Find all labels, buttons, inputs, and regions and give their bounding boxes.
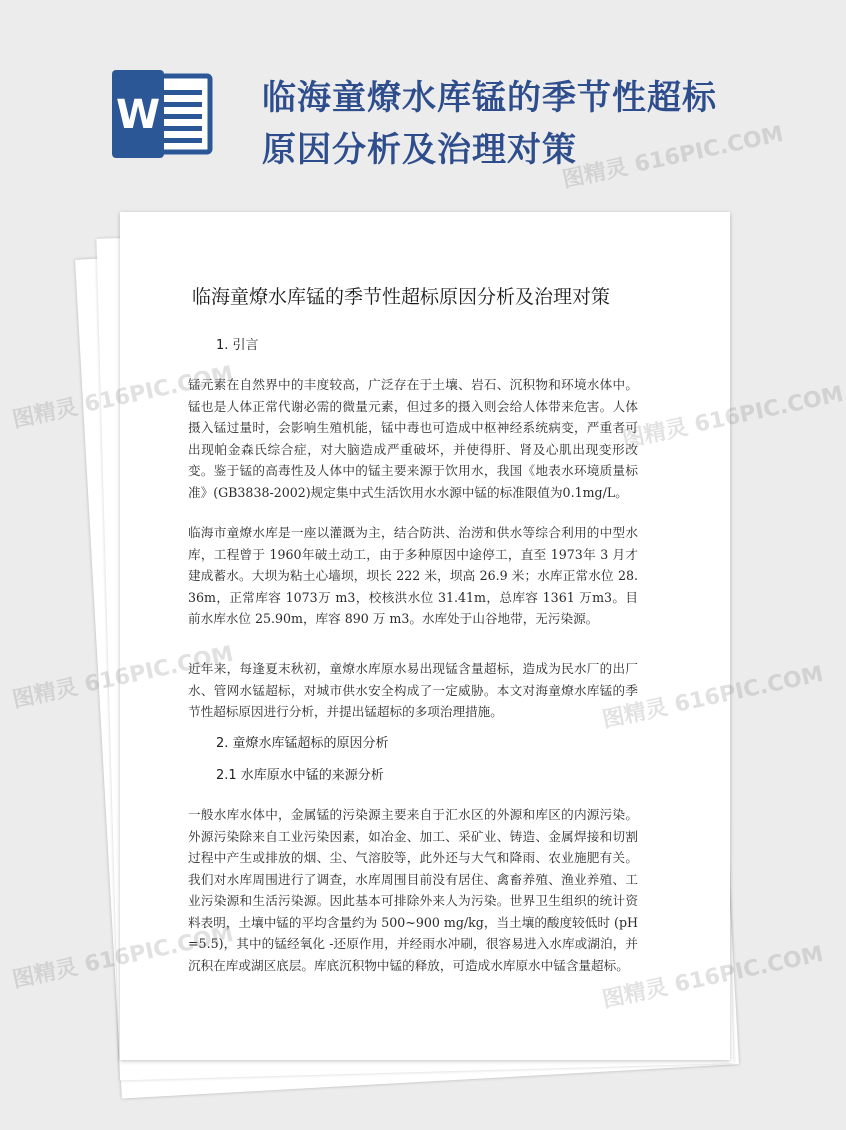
watermark: 图精灵 616PIC.COM bbox=[600, 941, 826, 1014]
watermark: 图精灵 616PIC.COM bbox=[10, 361, 236, 434]
document-title: 临海童燎水库锰的季节性超标原因分析及治理对策 bbox=[192, 286, 611, 308]
watermark: 图精灵 616PIC.COM bbox=[620, 381, 846, 454]
subsection-heading: 2.1 水库原水中锰的来源分析 bbox=[216, 768, 384, 783]
paragraph: 一般水库水体中，金属锰的污染源主要来自于汇水区的外源和库区的内源污染。外源污染除来自工业污染因素，如冶金、加工、采矿业、铸造、金属焊接和切割过程中产生或排放的烟、尘、气溶胶等，此外还与大气和降雨、农业施肥有关。我们对水库周围进行了调查，水库周围目前没有居住、禽畜养殖、渔业养殖、工业污染源和生活污染源。因此基本可排除外来人为污染。世界卫生组织的统计资料表明，土壤中锰的平均含量约为 500~900 mg/kg，当土壤的酸度较低时 (pH=5.5)，其中的锰经氧化 -还原作用，并经雨水冲刷，很容易进入水库或湖泊，并沉积在库或湖区底层。库底沉积物中锰的释放，可造成水库原水中锰含量超标。 bbox=[188, 807, 638, 973]
word-document-icon bbox=[112, 70, 218, 158]
header bbox=[0, 0, 800, 200]
watermark: 图精灵 616PIC.COM bbox=[10, 641, 236, 714]
paragraph: 锰元素在自然界中的丰度较高，广泛存在于土壤、岩石、沉积物和环境水体中。锰也是人体正常代谢必需的微量元素，但过多的摄入则会给人体带来危害。人体摄入锰过量时，会影响生殖机能，锰中毒也可造成中枢神经系统病变，严重者可出现帕金森氏综合症，对大脑造成严重破坏，并使得肝、肾及心肌出现变形改变。鉴于锰的高毒性及人体中的锰主要来源于饮用水，我国《地表水环境质量标准》(GB3838-2002)规定集中式生活饮用水水源中锰的标准限值为0.1mg/L。 bbox=[188, 377, 638, 500]
page-title-line1: 临海童燎水库锰的季节性超标 bbox=[262, 78, 717, 118]
paragraph: 近年来，每逢夏末秋初，童燎水库原水易出现锰含量超标，造成为民水厂的出厂水、管网水锰超标，对城市供水安全构成了一定威胁。本文对海童燎水库锰的季节性超标原因进行分析，并提出锰超标的多项治理措施。 bbox=[188, 661, 638, 719]
watermark: 图精灵 616PIC.COM bbox=[600, 661, 826, 734]
page-title-line2: 原因分析及治理对策 bbox=[262, 130, 577, 170]
watermark: 图精灵 616PIC.COM bbox=[10, 921, 236, 994]
section-heading: 2. 童燎水库锰超标的原因分析 bbox=[216, 736, 389, 751]
section-heading: 1. 引言 bbox=[216, 338, 259, 353]
watermark: 图精灵 616PIC.COM bbox=[560, 121, 786, 194]
paragraph: 临海市童燎水库是一座以灌溉为主，结合防洪、治涝和供水等综合利用的中型水库，工程曾于 1960年破土动工，由于多种原因中途停工，直至 1973年 3 月才建成蓄水。大坝为粘土心墙坝，坝长 222 米，坝高 26.9 米；水库正常水位 28.36m，正常库容 1073万 m3，校核洪水位 31.41m，总库容 1361 万m3。目前水库水位 25.90m，库容 890 万 m3。水库处于山谷地带，无污染源。 bbox=[188, 525, 638, 626]
word-letter: W bbox=[115, 92, 161, 138]
